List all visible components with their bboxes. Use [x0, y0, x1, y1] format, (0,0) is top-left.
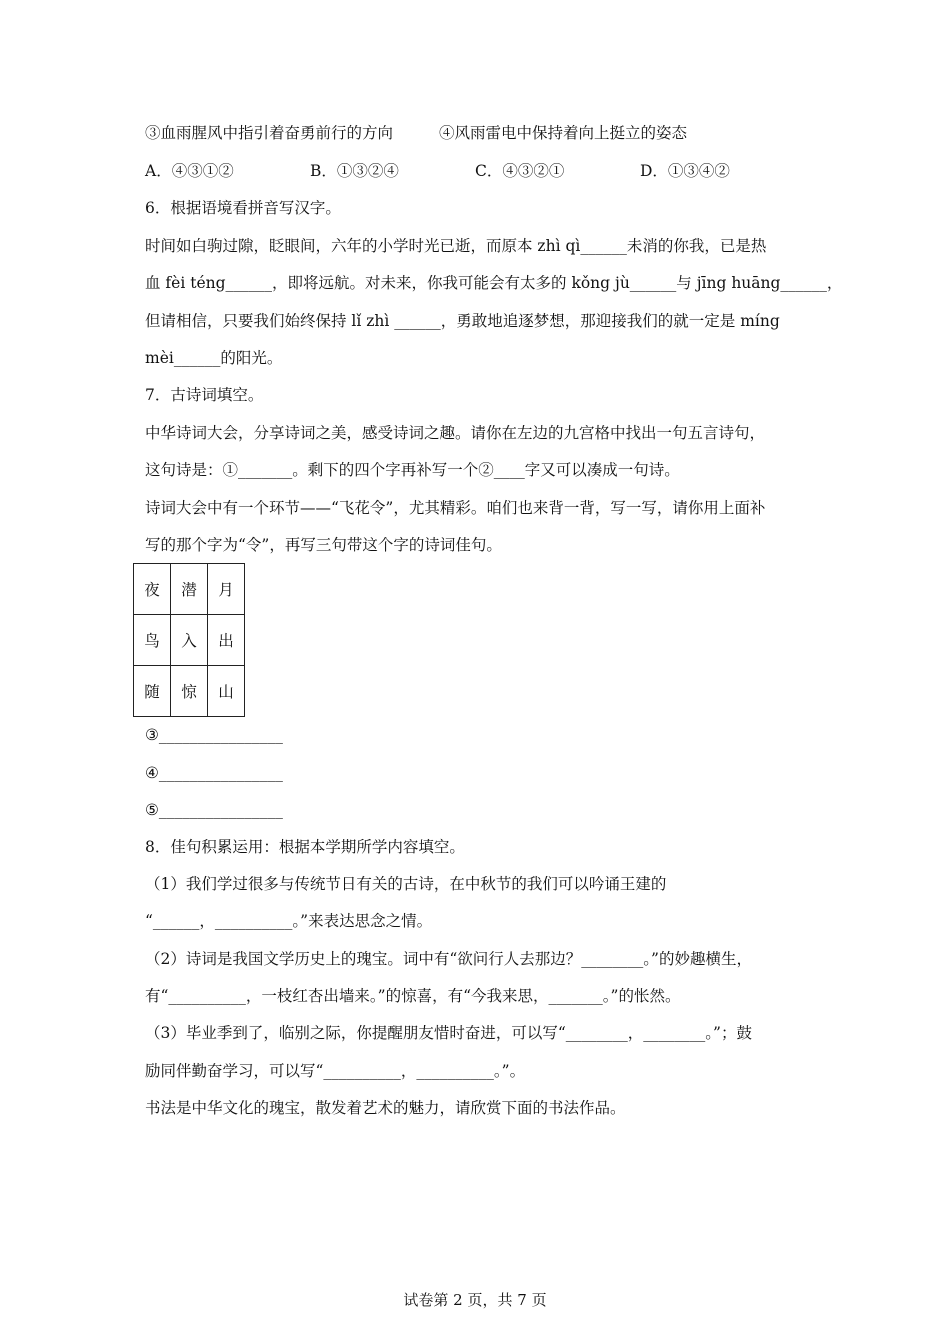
grid-cell: 惊	[171, 666, 208, 717]
answer-blank-3[interactable]: ③________________	[145, 726, 283, 744]
option-b[interactable]: B．①③②④	[310, 162, 399, 180]
answer-blank-5[interactable]: ⑤________________	[145, 801, 283, 819]
grid-cell: 山	[208, 666, 245, 717]
option-line-3-4	[145, 122, 687, 144]
option-d[interactable]: D．①③④②	[640, 162, 730, 180]
q6-line-1: 时间如白驹过隙，眨眼间，六年的小学时光已逝，而原本 zhì qì______未消的你我，已是热	[145, 237, 767, 255]
grid-cell: 鸟	[134, 615, 171, 666]
q6-line-2: 血 fèi téng______，即将远航。对未来，你我可能会有太多的 kǒng jù______与 jīng huāng______，	[145, 274, 843, 292]
calligraphy-intro: 书法是中华文化的瑰宝，散发着艺术的魅力，请欣赏下面的书法作品。	[145, 1099, 626, 1117]
grid-cell: 出	[208, 615, 245, 666]
item-3-text: ③血雨腥风中指引着奋勇前行的方向	[145, 124, 394, 142]
q8-title: 8．佳句积累运用：根据本学期所学内容填空。	[145, 838, 465, 856]
q7-line-2: 这句诗是：①_______。剩下的四个字再补写一个②____字又可以凑成一句诗。	[145, 461, 680, 479]
q7-line-3: 诗词大会中有一个环节——“飞花令”，尤其精彩。咱们也来背一背，写一写，请你用上面补	[145, 499, 766, 517]
q8-sub-3a: （3）毕业季到了，临别之际，你提醒朋友惜时奋进，可以写“________，________。”；鼓	[145, 1024, 752, 1042]
option-a[interactable]: A．④③①②	[145, 162, 234, 180]
q6-line-4: mèi______的阳光。	[145, 349, 283, 367]
q6-line-3: 但请相信，只要我们始终保持 lǐ zhì ______，勇敢地追逐梦想，那迎接我们的就一定是 míng	[145, 312, 780, 330]
q8-sub-1b: “______，__________。”来表达思念之情。	[145, 912, 433, 930]
q8-sub-1a: （1）我们学过很多与传统节日有关的古诗，在中秋节的我们可以吟诵王建的	[145, 875, 667, 893]
grid-cell: 入	[171, 615, 208, 666]
answer-options	[145, 160, 730, 182]
q8-sub-3b: 励同伴勤奋学习，可以写“__________，__________。”。	[145, 1062, 526, 1080]
q8-sub-2b: 有“__________，一枝红杏出墙来。”的惊喜，有“今我来思，_______。”的怅然。	[145, 987, 681, 1005]
grid-cell: 月	[208, 564, 245, 615]
grid-cell: 随	[134, 666, 171, 717]
answer-blank-4[interactable]: ④________________	[145, 764, 283, 782]
q6-title: 6．根据语境看拼音写汉字。	[145, 199, 341, 217]
q7-line-1: 中华诗词大会，分享诗词之美，感受诗词之趣。请你在左边的九宫格中找出一句五言诗句，	[145, 424, 766, 442]
q7-line-4: 写的那个字为“令”，再写三句带这个字的诗词佳句。	[145, 536, 502, 554]
grid-cell: 潜	[171, 564, 208, 615]
q8-sub-2a: （2）诗词是我国文学历史上的瑰宝。词中有“欲问行人去那边？________。”的妙趣横生，	[145, 950, 752, 968]
item-4-text: ④风雨雷电中保持着向上挺立的姿态	[439, 124, 688, 142]
q7-title: 7．古诗词填空。	[145, 386, 264, 404]
nine-grid	[133, 563, 245, 717]
option-c[interactable]: C．④③②①	[475, 162, 565, 180]
page-footer: 试卷第 2 页，共 7 页	[403, 1291, 547, 1309]
grid-cell: 夜	[134, 564, 171, 615]
